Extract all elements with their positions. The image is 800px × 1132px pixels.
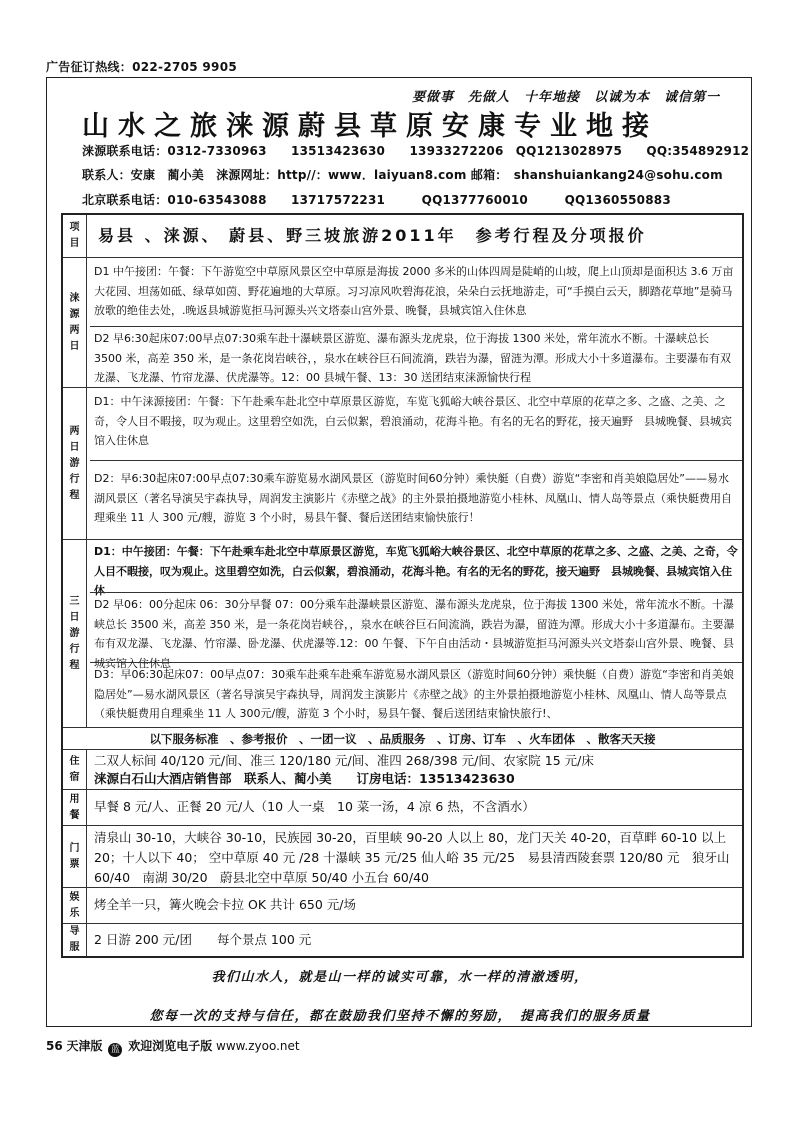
contact-persons-web: 联系人：安康 蔺小美 涞源网址：http//：www．laiyuan8.com 邮箱： shanshuiankang24@sohu.com: [82, 168, 723, 182]
lodging-row: [63, 749, 742, 789]
website-link[interactable]: www.zyoo.net: [216, 1039, 300, 1053]
tickets-info: 清泉山 30-10，大峡谷 30-10，民族园 30-20，百里峡 90-20 人以上 80，龙门天关 40-20，百草畔 60-10 以上 20；十人以下 40； 空中草原 40 元 /28 十瀑峡 35 元/25 仙人峪 35 元/25 易县清西陵套票 120/80 元 狼牙山 60/40 南湖 30/20 蔚县北空中草原 50/40 小五台 60/40: [94, 830, 730, 885]
day-plan-d2: D2 早6:30起床07:00早点07:30乘车赴十瀑峡景区游览、瀑布源头龙虎泉，位于海拔 1300 米处，常年流水不断。十瀑峡总长 3500 米，高差 350 米，是一条花岗岩峡谷，，泉水在峡谷巨石间流淌，跌岩为瀑，留涟为潭。形成大小十多道瀑布。主要瀑布有双龙瀑、飞龙瀑、竹帘龙瀑、伏虎瀑等。12：00 县城午餐、13：30 送团结束涞源愉快行程: [90, 326, 742, 388]
ad-title: 山水之旅涞源蔚县草原安康专业地接: [82, 111, 658, 142]
table-header-row: [63, 215, 742, 257]
row-label: 项 目: [63, 215, 87, 257]
guide-info: 2 日游 200 元/团 每个景点 100 元: [94, 932, 312, 947]
closing-line-1: 我们山水人，就是山一样的诚实可靠，水一样的清澈透明，: [211, 970, 589, 985]
page-number: 56: [46, 1039, 63, 1053]
day-plan-d3: D3：早06:30起床07：00早点07：30乘车赴乘车赴乘车游览易水湖风景区（游览时间60分钟）乘快艇（自费）游览“李密和肖美娘隐居处”—易水湖风景区（著名导演吴宇森执导，周润发主演影片《赤壁之战》的主外景拍摄地游览小桂林、凤凰山、情人岛等景点（乘快艇费用自理乘坐 11 人 300元/艘，游览 3 个小时，易县午餐、餐后送团结束愉快旅行!、: [90, 662, 742, 728]
section-two-day-itinerary: [63, 387, 742, 539]
contact-beijing-phones: 北京联系电话：010-63543088 13717572231 QQ1377760010 QQ1360550883: [82, 193, 671, 207]
page-footer: [46, 1037, 300, 1057]
day-plan-d1: D1：中午涞源接团：午餐：下午赴乘车赴北空中草原景区游览，车览飞狐峪大峡谷景区、北空中草原的花草之多、之盛、之美、之奇，令人目不暇接，叹为观止。这里碧空如洗，白云似絮，碧浪涌动，花海斗艳。有名的无名的野花，接天遍野 县城晚餐、县城宾馆入住休息: [94, 395, 732, 447]
row-label: 娱 乐: [63, 888, 87, 923]
welcome-text: 欢迎浏览电子版: [128, 1039, 213, 1053]
row-label: 用 餐: [63, 790, 87, 825]
row-label: 涞 源 两 日: [63, 258, 87, 387]
day-plan-d1: D1：中午接团：午餐：下午赴乘车赴北空中草原景区游览，车览飞狐峪大峡谷景区、北空中草原的花草之多、之盛、之美、之奇，令人目不暇接，叹为观止。这里碧空如洗，白云似絮，碧浪涌动，花海斗艳。有名的无名的野花，接天遍野 县城晚餐、县城宾馆入住休: [94, 545, 738, 597]
service-list: 以下服务标准 、参考报价 、一团一议 、品质服务 、订房、订车 、火车团体 、散客天天接: [63, 727, 742, 749]
meals-info: 早餐 8 元/人、正餐 20 元/人（10 人一桌 10 菜一汤，4 凉 6 热，不含酒水）: [94, 799, 535, 814]
lodging-booking: 涞源白石山大酒店销售部 联系人、蔺小美 订房电话：13513423630: [94, 771, 515, 786]
entertainment-info: 烤全羊一只，篝火晚会卡拉 OK 共计 650 元/场: [94, 897, 357, 912]
day-plan-d1: D1 中午接团：午餐：下午游览空中草原风景区空中草原是海拔 2000 多米的山体四周是陡峭的山坡，爬上山顶却是面积达 3.6 万亩大花园、坦荡如砥、绿草如茵、野花遍地的大草原。习习凉风吹碧海花浪，朵朵白云抚地游走，可“手摸白云天，脚踏花草地”是骑马放歌的绝佳去处，.晚返县城游览拒马河源头兴文塔泰山宫外景、晚餐，县城宾馆入住休息: [94, 265, 734, 317]
day-plan-d2: D2：早6:30起床07:00早点07:30乘车游览易水湖风景区（游览时间60分钟）乘快艇（自费）游览“李密和肖美娘隐居处”——易水湖风景区（著名导演吴宇森执导，周润发主演影片《赤壁之战》的主外景拍摄地游览小桂林、凤凰山、情人岛等景点（乘快艇费用自理乘坐 11 人 300 元/艘，游览 3 个小时，易县午餐、餐后送团结束愉快旅行！: [90, 460, 742, 540]
ad-hotline: 广告征订热线：022-2705 9905: [46, 60, 238, 74]
tickets-row: [63, 825, 742, 887]
closing-line-2: 您每一次的支持与信任，都在鼓励我们坚持不懈的努励， 提高我们的服务质量: [149, 1009, 651, 1024]
lodging-info: [90, 750, 738, 789]
publication-logo-icon: 蓝: [108, 1043, 122, 1057]
section-laiyuan-two-day: [63, 257, 742, 387]
day-plan-d2: D2 早06：00分起床 06：30分早餐 07：00分乘车赴瀑峡景区游览、瀑布源头龙虎泉，位于海拔 1300 米处，常年流水不断。十瀑峡总长 3500 米，高差 350 米，是一条花岗岩峡谷，，泉水在峡谷巨石间流淌，跌岩为瀑，留涟为潭。形成大小十多道瀑布。主要瀑布有双龙瀑、飞龙瀑、竹帘瀑、卧龙瀑、伏虎瀑等.12：00 午餐、下午自由活动・县城游览拒马河源头兴文塔泰山宫外景、晚餐、县城宾馆入住休息: [90, 592, 742, 662]
meals-row: [63, 789, 742, 825]
slogan: 要做事 先做人 十年地接 以诚为本 诚信第一: [411, 90, 720, 105]
contact-laiyuan-phones: 涞源联系电话：0312-7330963 13513423630 13933272206 QQ1213028975 QQ:354892912: [82, 144, 750, 158]
lodging-prices: 二双人标间 40/120 元/间、准三 120/180 元/间、准四 268/398 元/间、农家院 15 元/床: [94, 753, 594, 768]
row-label: 门 票: [63, 826, 87, 887]
itinerary-table: [61, 213, 744, 958]
table-heading: 易县 、涞源、 蔚县、野三坡旅游2011年 参考行程及分项报价: [98, 226, 647, 245]
row-label: 住 宿: [63, 750, 87, 789]
row-label: 三 日 游 行 程: [63, 540, 87, 727]
row-label: 导 服: [63, 924, 87, 956]
row-label: 两 日 游 行 程: [63, 388, 87, 539]
section-three-day-itinerary: [63, 539, 742, 727]
guide-row: [63, 923, 742, 956]
edition-label: 天津版: [66, 1039, 103, 1053]
entertainment-row: [63, 887, 742, 923]
